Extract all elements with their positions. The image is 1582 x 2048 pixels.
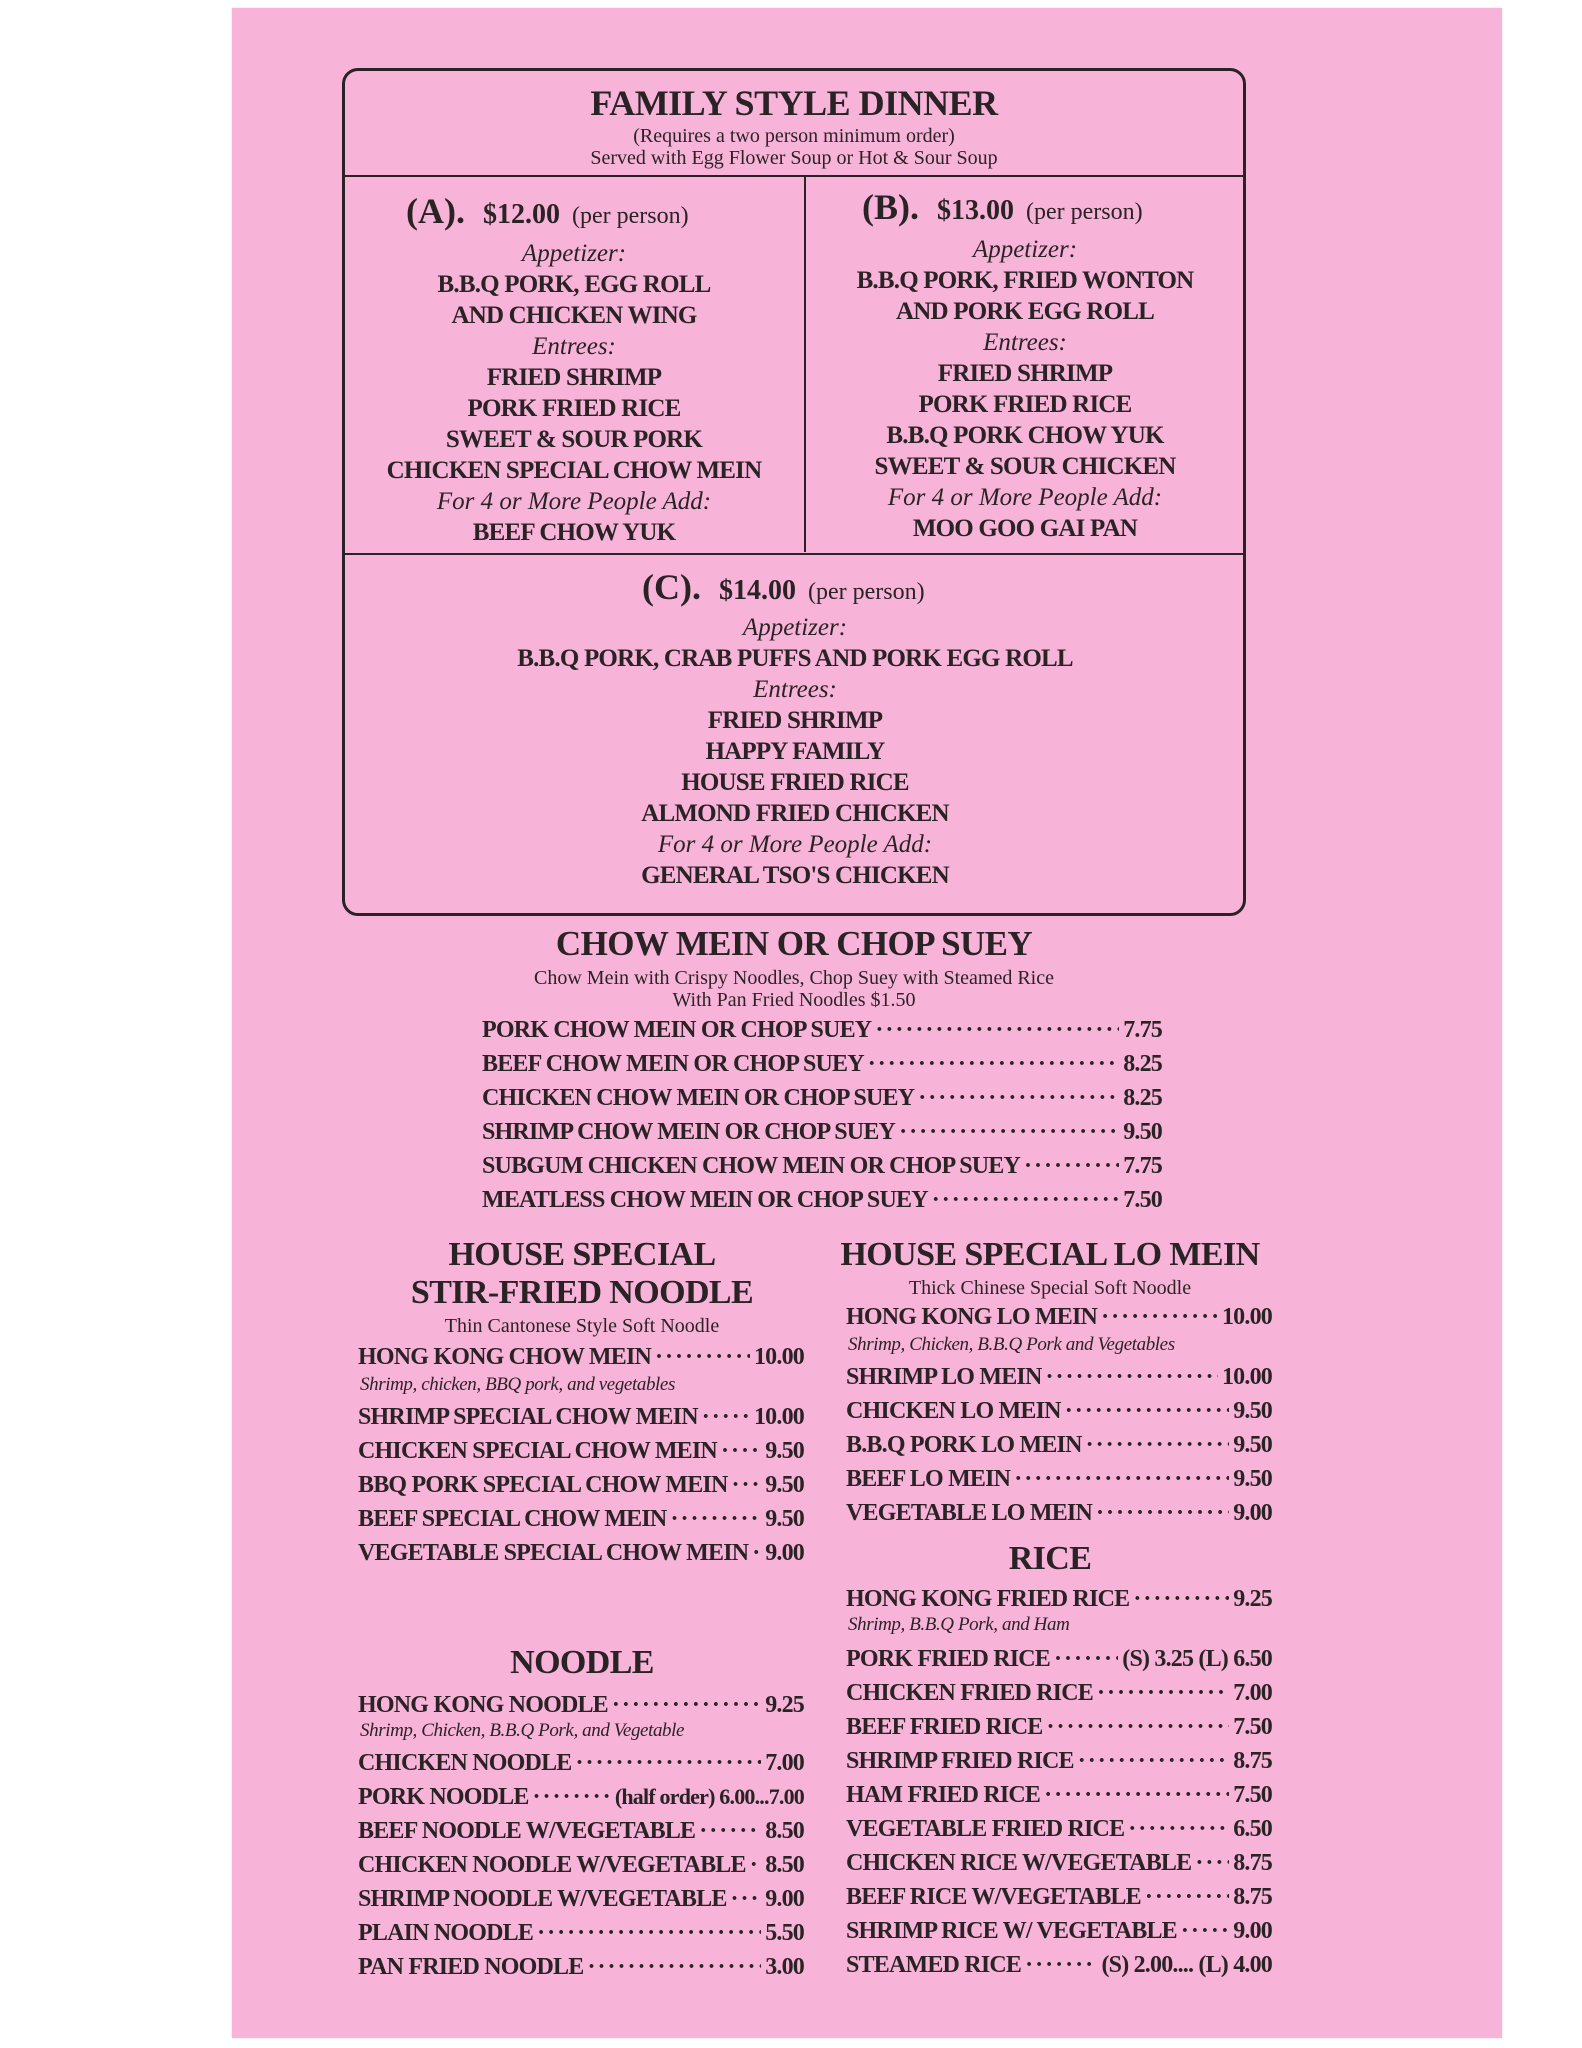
menu-item: GENERAL TSO'S CHICKEN [641, 862, 949, 889]
menu-row [846, 1884, 1272, 1911]
leader-dots [1078, 1748, 1229, 1775]
family-dinner-soup-note: Served with Egg Flower Soup or Hot & Sour Soup [590, 147, 998, 169]
stir-fried-subtitle: Thin Cantonese Style Soft Noodle [444, 1315, 720, 1337]
menu-row [358, 1818, 804, 1845]
menu-row [846, 1500, 1272, 1527]
item-name: BEEF NOODLE W/VEGETABLE [358, 1818, 696, 1844]
menu-row [358, 1750, 804, 1777]
item-name: SHRIMP RICE W/ VEGETABLE [846, 1918, 1177, 1944]
item-name: HAM FRIED RICE [846, 1782, 1041, 1808]
plan-b-header [862, 186, 1143, 228]
lo-mein-title: HOUSE SPECIAL LO MEIN [840, 1236, 1260, 1273]
plan-letter: (C). [642, 567, 701, 607]
item-name: SHRIMP SPECIAL CHOW MEIN [358, 1404, 698, 1430]
item-name: CHICKEN FRIED RICE [846, 1680, 1093, 1706]
leader-dots [670, 1506, 761, 1533]
menu-row [846, 1680, 1272, 1707]
item-name: HONG KONG NOODLE [358, 1692, 608, 1718]
stir-fried-title-line: HOUSE SPECIAL [448, 1236, 716, 1273]
menu-row [358, 1692, 804, 1719]
noodle-title: NOODLE [510, 1644, 654, 1681]
menu-row [358, 1852, 804, 1879]
leader-dots [750, 1852, 761, 1879]
item-price: 9.50 [765, 1506, 804, 1532]
item-name: VEGETABLE FRIED RICE [846, 1816, 1125, 1842]
leader-dots [1097, 1680, 1229, 1707]
menu-item: B.B.Q PORK, CRAB PUFFS AND PORK EGG ROLL [517, 645, 1073, 672]
item-price: 10.00 [753, 1404, 804, 1430]
chow-mein-subtitle: With Pan Fried Noodles $1.50 [672, 989, 916, 1011]
item-name: VEGETABLE SPECIAL CHOW MEIN [358, 1540, 749, 1566]
menu-row [482, 1153, 1162, 1180]
item-description: Shrimp, chicken, BBQ pork, and vegetables [360, 1374, 675, 1395]
leader-dots [576, 1750, 762, 1777]
item-name: PAN FRIED NOODLE [358, 1954, 584, 1980]
plan-price: $13.00 [937, 195, 1014, 226]
leader-dots [918, 1085, 1119, 1112]
menu-item: BEEF CHOW YUK [472, 519, 676, 546]
menu-row [846, 1952, 1272, 1979]
family-dinner-title: FAMILY STYLE DINNER [590, 83, 998, 123]
menu-item: FRIED SHRIMP [707, 707, 883, 734]
leader-dots [1014, 1466, 1229, 1493]
rice-title: RICE [1008, 1540, 1092, 1577]
chow-mein-title: CHOW MEIN OR CHOP SUEY [555, 924, 1033, 963]
entrees-label: Entrees: [753, 676, 837, 703]
leader-dots [1045, 1364, 1218, 1391]
item-name: B.B.Q PORK LO MEIN [846, 1432, 1082, 1458]
leader-dots [1096, 1500, 1229, 1527]
menu-row [846, 1918, 1272, 1945]
item-price: 9.50 [1123, 1119, 1162, 1145]
leader-dots [1024, 1153, 1119, 1180]
item-price: 10.00 [1221, 1364, 1272, 1390]
item-name: HONG KONG CHOW MEIN [358, 1344, 652, 1370]
leader-dots [932, 1187, 1119, 1214]
item-price: 9.00 [1233, 1500, 1272, 1526]
item-price: 9.00 [1233, 1918, 1272, 1944]
item-name: CHICKEN SPECIAL CHOW MEIN [358, 1438, 717, 1464]
leader-dots [1181, 1918, 1229, 1945]
item-name: SUBGUM CHICKEN CHOW MEIN OR CHOP SUEY [482, 1153, 1021, 1179]
stir-fried-title [352, 1236, 812, 1312]
item-price: 5.50 [765, 1920, 804, 1946]
item-price: 8.50 [765, 1852, 804, 1878]
menu-item: AND PORK EGG ROLL [896, 298, 1154, 325]
leader-dots [731, 1886, 762, 1913]
menu-row [846, 1816, 1272, 1843]
item-name: HONG KONG LO MEIN [846, 1304, 1098, 1330]
item-name: MEATLESS CHOW MEIN OR CHOP SUEY [482, 1187, 928, 1213]
item-price: 7.50 [1123, 1187, 1162, 1213]
item-price: 8.25 [1123, 1051, 1162, 1077]
item-name: HONG KONG FRIED RICE [846, 1586, 1130, 1612]
item-price: 9.50 [765, 1472, 804, 1498]
item-price: 9.50 [1233, 1432, 1272, 1458]
menu-row [358, 1344, 804, 1371]
menu-item: AND CHICKEN WING [451, 302, 697, 329]
menu-row [846, 1432, 1272, 1459]
menu-item: HAPPY FAMILY [705, 738, 885, 765]
menu-item: PORK FRIED RICE [918, 391, 1132, 418]
item-name: SHRIMP NOODLE W/VEGETABLE [358, 1886, 727, 1912]
item-name: BEEF LO MEIN [846, 1466, 1011, 1492]
item-price: (S) 3.25 (L) 6.50 [1122, 1646, 1272, 1672]
leader-dots [731, 1472, 761, 1499]
leader-dots [699, 1818, 761, 1845]
menu-row [482, 1119, 1162, 1146]
item-name: BEEF CHOW MEIN OR CHOP SUEY [482, 1051, 864, 1077]
entrees-label: Entrees: [532, 333, 616, 360]
plan-a-header [406, 190, 689, 232]
appetizer-label: Appetizer: [972, 236, 1078, 263]
plan-price: $14.00 [718, 575, 796, 606]
menu-row [482, 1017, 1162, 1044]
menu-row [846, 1586, 1272, 1613]
item-name: CHICKEN NOODLE [358, 1750, 572, 1776]
leader-dots [655, 1344, 750, 1371]
menu-row [846, 1398, 1272, 1425]
menu-row [846, 1748, 1272, 1775]
item-name: STEAMED RICE [846, 1952, 1022, 1978]
add-label: For 4 or More People Add: [436, 488, 712, 515]
menu-row [482, 1085, 1162, 1112]
per-person-label: (per person) [1026, 199, 1143, 225]
menu-row [846, 1850, 1272, 1877]
menu-item: B.B.Q PORK, EGG ROLL [437, 271, 711, 298]
per-person-label: (per person) [571, 203, 689, 229]
item-price: 6.50 [1233, 1816, 1272, 1842]
item-price: 9.50 [1233, 1466, 1272, 1492]
item-description: Shrimp, Chicken, B.B.Q Pork, and Vegetable [360, 1720, 685, 1741]
leader-dots [752, 1540, 761, 1567]
item-name: CHICKEN CHOW MEIN OR CHOP SUEY [482, 1085, 915, 1111]
item-name: BBQ PORK SPECIAL CHOW MEIN [358, 1472, 728, 1498]
leader-dots [1195, 1850, 1229, 1877]
menu-row [358, 1784, 804, 1811]
menu-item: HOUSE FRIED RICE [681, 769, 909, 796]
item-price: 9.25 [765, 1692, 804, 1718]
item-price: 9.25 [1233, 1586, 1272, 1612]
menu-item: SWEET & SOUR PORK [445, 426, 703, 453]
item-description: Shrimp, Chicken, B.B.Q Pork and Vegetables [848, 1334, 1175, 1355]
plan-letter: (A). [406, 191, 465, 231]
item-price: 8.75 [1233, 1884, 1272, 1910]
menu-item: CHICKEN SPECIAL CHOW MEIN [386, 457, 762, 484]
item-name: PORK CHOW MEIN OR CHOP SUEY [482, 1017, 872, 1043]
item-name: PORK NOODLE [358, 1784, 529, 1810]
menu-row [846, 1466, 1272, 1493]
item-name: SHRIMP FRIED RICE [846, 1748, 1074, 1774]
item-price: 9.50 [1233, 1398, 1272, 1424]
item-name: CHICKEN NOODLE W/VEGETABLE [358, 1852, 746, 1878]
item-price: 9.00 [765, 1886, 804, 1912]
item-price: 9.50 [765, 1438, 804, 1464]
menu-row [482, 1187, 1162, 1214]
item-name: PORK FRIED RICE [846, 1646, 1051, 1672]
item-price: 7.50 [1233, 1714, 1272, 1740]
item-name: VEGETABLE LO MEIN [846, 1500, 1093, 1526]
lo-mein-subtitle: Thick Chinese Special Soft Noodle [908, 1277, 1192, 1299]
menu-row [846, 1782, 1272, 1809]
item-price: 8.50 [765, 1818, 804, 1844]
leader-dots [875, 1017, 1119, 1044]
divider [344, 553, 1244, 555]
leader-dots [1044, 1782, 1229, 1809]
item-price: 8.25 [1123, 1085, 1162, 1111]
item-price: (S) 2.00.... (L) 4.00 [1101, 1952, 1272, 1978]
leader-dots [1145, 1884, 1229, 1911]
menu-row [358, 1506, 804, 1533]
leader-dots [868, 1051, 1119, 1078]
menu-item: B.B.Q PORK CHOW YUK [886, 422, 1164, 449]
menu-row [846, 1646, 1272, 1673]
item-name: SHRIMP CHOW MEIN OR CHOP SUEY [482, 1119, 896, 1145]
item-price: 9.00 [765, 1540, 804, 1566]
item-name: BEEF RICE W/VEGETABLE [846, 1884, 1141, 1910]
item-name: PLAIN NOODLE [358, 1920, 534, 1946]
leader-dots [721, 1438, 761, 1465]
divider [344, 175, 1244, 177]
menu-item: PORK FRIED RICE [467, 395, 681, 422]
add-label: For 4 or More People Add: [887, 484, 1163, 511]
item-description: Shrimp, B.B.Q Pork, and Ham [848, 1614, 1070, 1635]
menu-row [846, 1304, 1272, 1331]
plan-c-body [346, 612, 1244, 891]
item-name: CHICKEN RICE W/VEGETABLE [846, 1850, 1192, 1876]
item-price: 7.75 [1123, 1017, 1162, 1043]
entrees-label: Entrees: [983, 329, 1067, 356]
leader-dots [1086, 1432, 1230, 1459]
menu-item: SWEET & SOUR CHICKEN [874, 453, 1176, 480]
item-price: 7.00 [765, 1750, 804, 1776]
leader-dots [1046, 1714, 1229, 1741]
leader-dots [533, 1784, 611, 1811]
menu-row [358, 1886, 804, 1913]
leader-dots [1133, 1586, 1229, 1613]
leader-dots [1128, 1816, 1229, 1843]
item-price: 8.75 [1233, 1850, 1272, 1876]
item-price: (half order) 6.00...7.00 [614, 1784, 804, 1809]
family-dinner-note: (Requires a two person minimum order) [633, 125, 955, 147]
leader-dots [1065, 1398, 1229, 1425]
item-price: 8.75 [1233, 1748, 1272, 1774]
chow-mein-subtitle: Chow Mein with Crispy Noodles, Chop Suey with Steamed Rice [534, 967, 1054, 989]
menu-item: FRIED SHRIMP [486, 364, 662, 391]
plan-b-body [806, 234, 1244, 544]
item-name: SHRIMP LO MEIN [846, 1364, 1042, 1390]
item-price: 10.00 [753, 1344, 804, 1370]
menu-item: B.B.Q PORK, FRIED WONTON [856, 267, 1194, 294]
item-price: 7.75 [1123, 1153, 1162, 1179]
add-label: For 4 or More People Add: [657, 831, 933, 858]
menu-row [358, 1438, 804, 1465]
appetizer-label: Appetizer: [521, 240, 627, 267]
menu-item: ALMOND FRIED CHICKEN [641, 800, 949, 827]
appetizer-label: Appetizer: [742, 614, 848, 641]
item-price: 3.00 [765, 1954, 804, 1980]
plan-c-header [642, 566, 925, 608]
leader-dots [899, 1119, 1119, 1146]
menu-row [846, 1364, 1272, 1391]
leader-dots [1054, 1646, 1118, 1673]
menu-item: MOO GOO GAI PAN [912, 515, 1138, 542]
item-name: BEEF FRIED RICE [846, 1714, 1043, 1740]
leader-dots [612, 1692, 761, 1719]
menu-row [482, 1051, 1162, 1078]
menu-row [846, 1714, 1272, 1741]
menu-row [358, 1540, 804, 1567]
item-price: 7.00 [1233, 1680, 1272, 1706]
leader-dots [537, 1920, 761, 1947]
menu-row [358, 1954, 804, 1981]
item-name: CHICKEN LO MEIN [846, 1398, 1061, 1424]
menu-item: FRIED SHRIMP [937, 360, 1113, 387]
leader-dots [702, 1404, 750, 1431]
leader-dots [587, 1954, 761, 1981]
stir-fried-title-line: STIR-FRIED NOODLE [410, 1274, 754, 1311]
menu-row [358, 1472, 804, 1499]
plan-letter: (B). [862, 187, 919, 227]
item-name: BEEF SPECIAL CHOW MEIN [358, 1506, 667, 1532]
menu-row [358, 1920, 804, 1947]
leader-dots [1025, 1952, 1097, 1979]
plan-price: $12.00 [482, 199, 560, 230]
per-person-label: (per person) [807, 579, 925, 605]
menu-row [358, 1404, 804, 1431]
item-price: 10.00 [1221, 1304, 1272, 1330]
plan-a-body [346, 238, 802, 548]
leader-dots [1101, 1304, 1218, 1331]
item-price: 7.50 [1233, 1782, 1272, 1808]
